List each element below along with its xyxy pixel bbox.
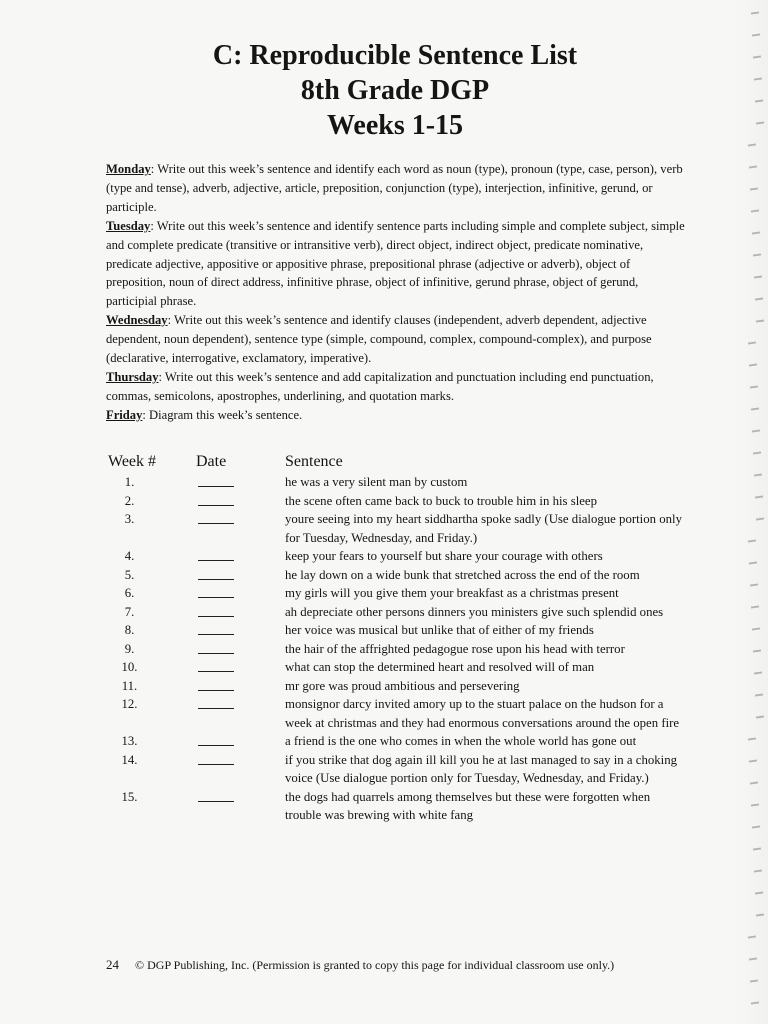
daily-instructions bbox=[106, 160, 686, 425]
page-title bbox=[100, 38, 690, 143]
week-number: 15. bbox=[121, 789, 138, 804]
binding-mark bbox=[751, 11, 759, 14]
table-row bbox=[108, 677, 688, 696]
header-date: Date bbox=[196, 453, 227, 470]
binding-mark bbox=[751, 407, 759, 410]
date-cell bbox=[196, 751, 285, 788]
sentence-text: ah depreciate other persons dinners you ministers give such splendid ones bbox=[285, 604, 664, 619]
binding-mark bbox=[755, 99, 763, 102]
sentence-text: her voice was musical but unlike that of either of my friends bbox=[285, 623, 594, 637]
sentence-text: monsignor darcy invited amory up to the stuart palace on the hudson for a week at christmas and they had enormous conversations around the open fire bbox=[285, 697, 680, 730]
binding-mark bbox=[748, 935, 756, 938]
binding-mark bbox=[754, 869, 762, 872]
date-blank-line[interactable] bbox=[198, 523, 234, 524]
binding-mark bbox=[750, 781, 758, 784]
binding-mark bbox=[756, 913, 764, 916]
binding-mark bbox=[754, 77, 762, 80]
binding-mark bbox=[756, 517, 764, 520]
binding-mark bbox=[749, 363, 757, 366]
binding-mark bbox=[753, 451, 761, 454]
table-row bbox=[108, 788, 688, 825]
date-cell bbox=[196, 510, 285, 547]
sentence-text: my girls will you give them your breakfast as a christmas present bbox=[285, 586, 619, 600]
date-cell bbox=[196, 640, 285, 659]
binding-mark bbox=[755, 495, 763, 498]
date-blank-line[interactable] bbox=[198, 634, 234, 635]
day-label: Friday bbox=[106, 407, 143, 422]
title-line-3: Weeks 1-15 bbox=[326, 110, 464, 141]
binding-mark bbox=[754, 275, 762, 278]
binding-mark bbox=[750, 979, 758, 982]
sentence-text: keep your fears to yourself but share your courage with others bbox=[285, 549, 603, 563]
date-cell bbox=[196, 473, 285, 492]
table-row bbox=[108, 473, 688, 492]
week-number: 6. bbox=[124, 586, 135, 600]
binding-mark bbox=[752, 627, 760, 630]
binding-mark bbox=[749, 759, 757, 762]
date-blank-line[interactable] bbox=[198, 579, 234, 580]
instruction-text: : Write out this week’s sentence and add capitalization and punctuation including end punctuation, commas, semicolons, apostrophes, underlining, and quotation marks. bbox=[106, 369, 654, 403]
binding-mark bbox=[748, 143, 756, 146]
sentence-text: if you strike that dog again ill kill you he at last managed to say in a choking voice (Use dialogue portion only for Tuesday, Wednesday, and Friday.) bbox=[285, 752, 677, 785]
binding-mark bbox=[755, 693, 763, 696]
binding-mark bbox=[750, 385, 758, 388]
table-row bbox=[108, 640, 688, 659]
table-row bbox=[108, 547, 688, 566]
binding-mark bbox=[751, 1001, 759, 1004]
header-week: Week # bbox=[108, 453, 157, 470]
binding-mark bbox=[752, 429, 760, 432]
week-number: 7. bbox=[124, 604, 135, 619]
binding-mark bbox=[749, 957, 757, 960]
date-blank-line[interactable] bbox=[198, 690, 234, 691]
binding-mark bbox=[751, 803, 759, 806]
binding-mark bbox=[751, 605, 759, 608]
sentence-text: the scene often came back to buck to trouble him in his sleep bbox=[285, 493, 598, 508]
instruction-text: : Diagram this week’s sentence. bbox=[142, 407, 303, 422]
table-body bbox=[108, 473, 688, 825]
binding-mark bbox=[749, 561, 757, 564]
binding-mark bbox=[754, 671, 762, 674]
date-cell bbox=[196, 566, 285, 585]
week-number: 4. bbox=[124, 549, 135, 563]
instruction-tuesday bbox=[106, 217, 686, 312]
date-blank-line[interactable] bbox=[198, 745, 234, 746]
table-row bbox=[108, 492, 688, 511]
binding-mark bbox=[753, 649, 761, 652]
binding-mark bbox=[753, 55, 761, 58]
table-row bbox=[108, 584, 688, 603]
day-label: Monday bbox=[106, 162, 151, 176]
date-blank-line[interactable] bbox=[198, 505, 234, 506]
week-number: 9. bbox=[124, 641, 135, 656]
date-blank-line[interactable] bbox=[198, 764, 234, 765]
week-number: 2. bbox=[124, 493, 135, 508]
date-cell bbox=[196, 695, 285, 732]
date-cell bbox=[196, 658, 285, 677]
header-sentence: Sentence bbox=[285, 453, 343, 470]
table-row bbox=[108, 510, 688, 547]
date-cell bbox=[196, 732, 285, 751]
instruction-text: : Write out this week’s sentence and identify sentence parts including simple and complete subject, simple and complete predicate (transitive or intransitive verb), direct object, indirect object, predicate nominative, predicate adjective, appositive or appositive phrase, prepositional phrase (adjective or adverb), object of preposition, noun of direct address, infinitive phrase, object of infinitive, gerund phrase, object of gerund, participial phrase. bbox=[106, 218, 685, 309]
binding-mark bbox=[751, 209, 759, 212]
table-row bbox=[108, 695, 688, 732]
date-blank-line[interactable] bbox=[198, 708, 234, 709]
day-label: Wednesday bbox=[106, 313, 168, 328]
instruction-wednesday bbox=[106, 311, 686, 368]
title-line-1: C: Reproducible Sentence List bbox=[212, 40, 578, 71]
binding-mark bbox=[749, 165, 757, 168]
week-number: 8. bbox=[124, 623, 135, 637]
week-number: 14. bbox=[121, 752, 138, 767]
table-row bbox=[108, 658, 688, 677]
binding-mark bbox=[756, 121, 764, 124]
date-cell bbox=[196, 788, 285, 825]
instruction-monday bbox=[106, 160, 686, 217]
date-cell bbox=[196, 621, 285, 640]
table-row bbox=[108, 566, 688, 585]
date-blank-line[interactable] bbox=[198, 560, 234, 561]
week-number: 12. bbox=[121, 697, 138, 711]
sentence-text: the hair of the affrighted pedagogue rose upon his head with terror bbox=[285, 641, 625, 656]
sentence-text: youre seeing into my heart siddhartha spoke sadly (Use dialogue portion only for Tuesday, Wednesday, and Friday.) bbox=[285, 512, 682, 545]
date-cell bbox=[196, 492, 285, 511]
date-cell bbox=[196, 547, 285, 566]
sentence-table bbox=[108, 452, 688, 825]
binding-mark bbox=[750, 187, 758, 190]
instruction-friday bbox=[106, 406, 686, 425]
binding-mark bbox=[754, 473, 762, 476]
copyright-notice: © DGP Publishing, Inc. (Permission is granted to copy this page for individual classroom use only.) bbox=[135, 958, 615, 972]
binding-mark bbox=[752, 231, 760, 234]
sentence-text: he lay down on a wide bunk that stretched across the end of the room bbox=[285, 567, 640, 582]
sentence-text: the dogs had quarrels among themselves but these were forgotten when trouble was brewing with white fang bbox=[285, 789, 651, 822]
date-blank-line[interactable] bbox=[198, 671, 234, 672]
date-blank-line[interactable] bbox=[198, 486, 234, 487]
table-row bbox=[108, 751, 688, 788]
binding-mark bbox=[748, 737, 756, 740]
instruction-text: : Write out this week’s sentence and identify each word as noun (type), pronoun (type, case, person), verb (type and tense), adverb, adjective, article, preposition, conjunction (type), interjection, infinitive, gerund, or participle. bbox=[106, 162, 683, 214]
date-blank-line[interactable] bbox=[198, 616, 234, 617]
week-number: 10. bbox=[121, 660, 138, 674]
table-row bbox=[108, 732, 688, 751]
binding-mark bbox=[752, 33, 760, 36]
table-header bbox=[108, 452, 688, 472]
table-row bbox=[108, 603, 688, 622]
week-number: 5. bbox=[124, 567, 135, 582]
binding-mark bbox=[756, 319, 764, 322]
binding-mark bbox=[748, 341, 756, 344]
binding-edge bbox=[736, 0, 768, 1024]
sentence-text: he was a very silent man by custom bbox=[285, 475, 468, 489]
day-label: Thursday bbox=[106, 369, 159, 384]
day-label: Tuesday bbox=[106, 218, 151, 233]
page-footer bbox=[106, 957, 666, 973]
page-number: 24 bbox=[106, 957, 119, 972]
binding-mark bbox=[755, 297, 763, 300]
sentence-text: a friend is the one who comes in when the whole world has gone out bbox=[285, 734, 637, 748]
week-number: 13. bbox=[121, 734, 138, 748]
binding-mark bbox=[748, 539, 756, 542]
date-blank-line[interactable] bbox=[198, 653, 234, 654]
title-line-2: 8th Grade DGP bbox=[300, 75, 490, 106]
week-number: 1. bbox=[124, 475, 135, 489]
binding-mark bbox=[755, 891, 763, 894]
date-cell bbox=[196, 603, 285, 622]
week-number: 11. bbox=[121, 678, 138, 693]
binding-mark bbox=[752, 825, 760, 828]
binding-mark bbox=[756, 715, 764, 718]
date-cell bbox=[196, 677, 285, 696]
date-cell bbox=[196, 584, 285, 603]
date-blank-line[interactable] bbox=[198, 597, 234, 598]
instruction-thursday bbox=[106, 368, 686, 406]
table-row bbox=[108, 621, 688, 640]
week-number: 3. bbox=[124, 512, 135, 526]
instruction-text: : Write out this week’s sentence and identify clauses (independent, adverb dependent, adjective dependent, noun dependent), sentence type (simple, compound, complex, compound-complex), and purpose (declarative, interrogative, exclamatory, imperative). bbox=[106, 313, 652, 366]
sentence-text: mr gore was proud ambitious and persevering bbox=[285, 678, 520, 693]
binding-mark bbox=[753, 253, 761, 256]
binding-mark bbox=[750, 583, 758, 586]
date-blank-line[interactable] bbox=[198, 801, 234, 802]
sentence-text: what can stop the determined heart and resolved will of man bbox=[285, 660, 595, 674]
binding-mark bbox=[753, 847, 761, 850]
